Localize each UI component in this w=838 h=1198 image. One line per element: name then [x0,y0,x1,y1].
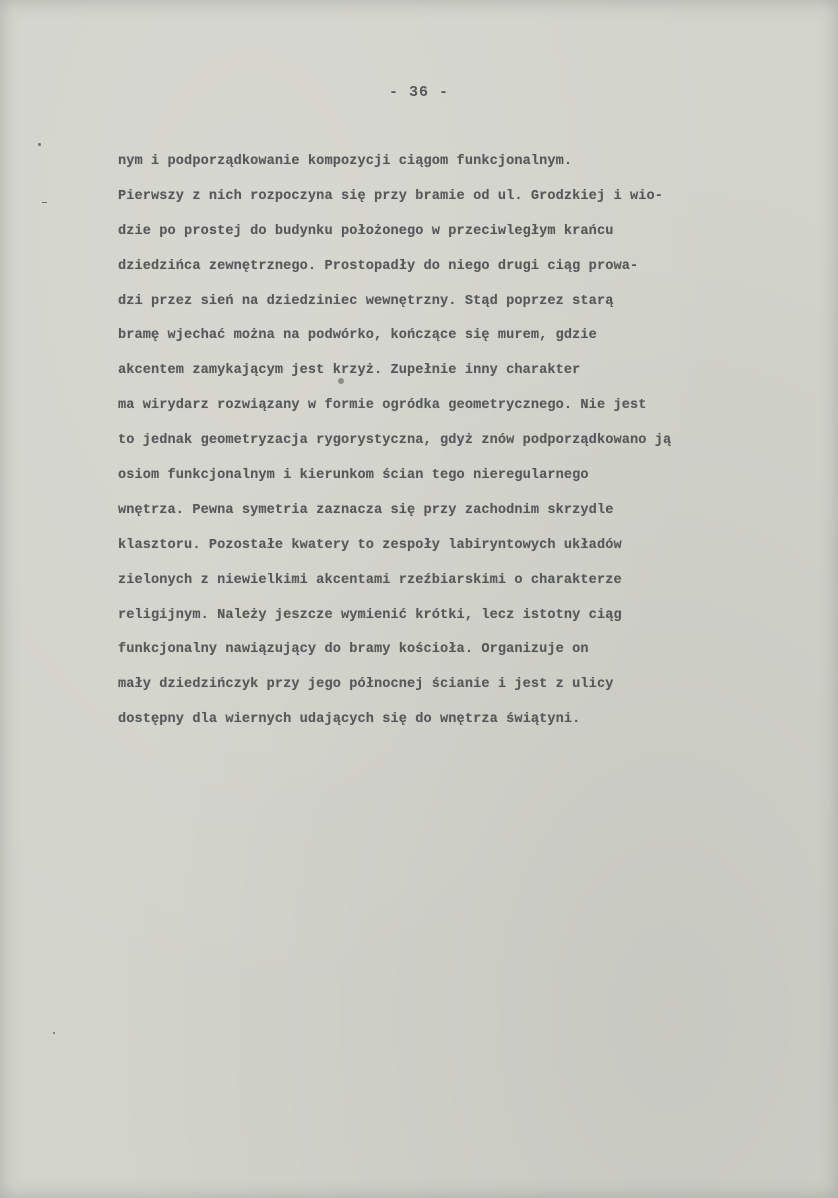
text-line: bramę wjechać można na podwórko, kończące się murem, gdzie [118,328,597,344]
text-line: dziedzińca zewnętrznego. Prostopadły do niego drugi ciąg prowa- [118,258,639,274]
text-line: zielonych z niewielkimi akcentami rzeźbiarskimi o charakterze [118,572,622,588]
text-line: religijnym. Należy jeszcze wymienić krótki, lecz istotny ciąg [118,607,622,623]
text-line: wnętrza. Pewna symetria zaznacza się przy zachodnim skrzydle [118,502,614,518]
paper-speck [38,143,41,146]
text-line: akcentem zamykającym jest krzyż. Zupełnie inny charakter [118,363,581,379]
text-line: dostępny dla wiernych udających się do wnętrza świątyni. [118,712,581,728]
text-line: ma wirydarz rozwiązany w formie ogródka geometrycznego. Nie jest [118,398,647,414]
page-number: - 36 - [388,84,449,101]
text-line: to jednak geometryzacja rygorystyczna, gdyż znów podporządkowano ją [118,433,672,449]
paper-speck [53,1032,55,1034]
text-line: nym i podporządkowanie kompozycji ciągom funkcjonalnym. [118,154,573,169]
text-line: Pierwszy z nich rozpoczyna się przy bramie od ul. Grodzkiej i wio- [118,188,663,204]
paper-speck [338,378,344,384]
text-line: osiom funkcjonalnym i kierunkom ścian tego nieregularnego [118,468,589,484]
text-line: klasztoru. Pozostałe kwatery to zespoły labiryntowych układów [118,537,622,553]
body-text [118,145,823,738]
text-line: dzi przez sień na dziedziniec wewnętrzny. Stąd poprzez starą [118,293,614,309]
text-line: mały dziedzińczyk przy jego północnej ścianie i jest z ulicy [118,677,614,693]
paper-speck [42,202,47,203]
text-line: funkcjonalny nawiązujący do bramy kościoła. Organizuje on [118,642,589,658]
text-line: dzie po prostej do budynku położonego w przeciwległym krańcu [118,223,614,239]
